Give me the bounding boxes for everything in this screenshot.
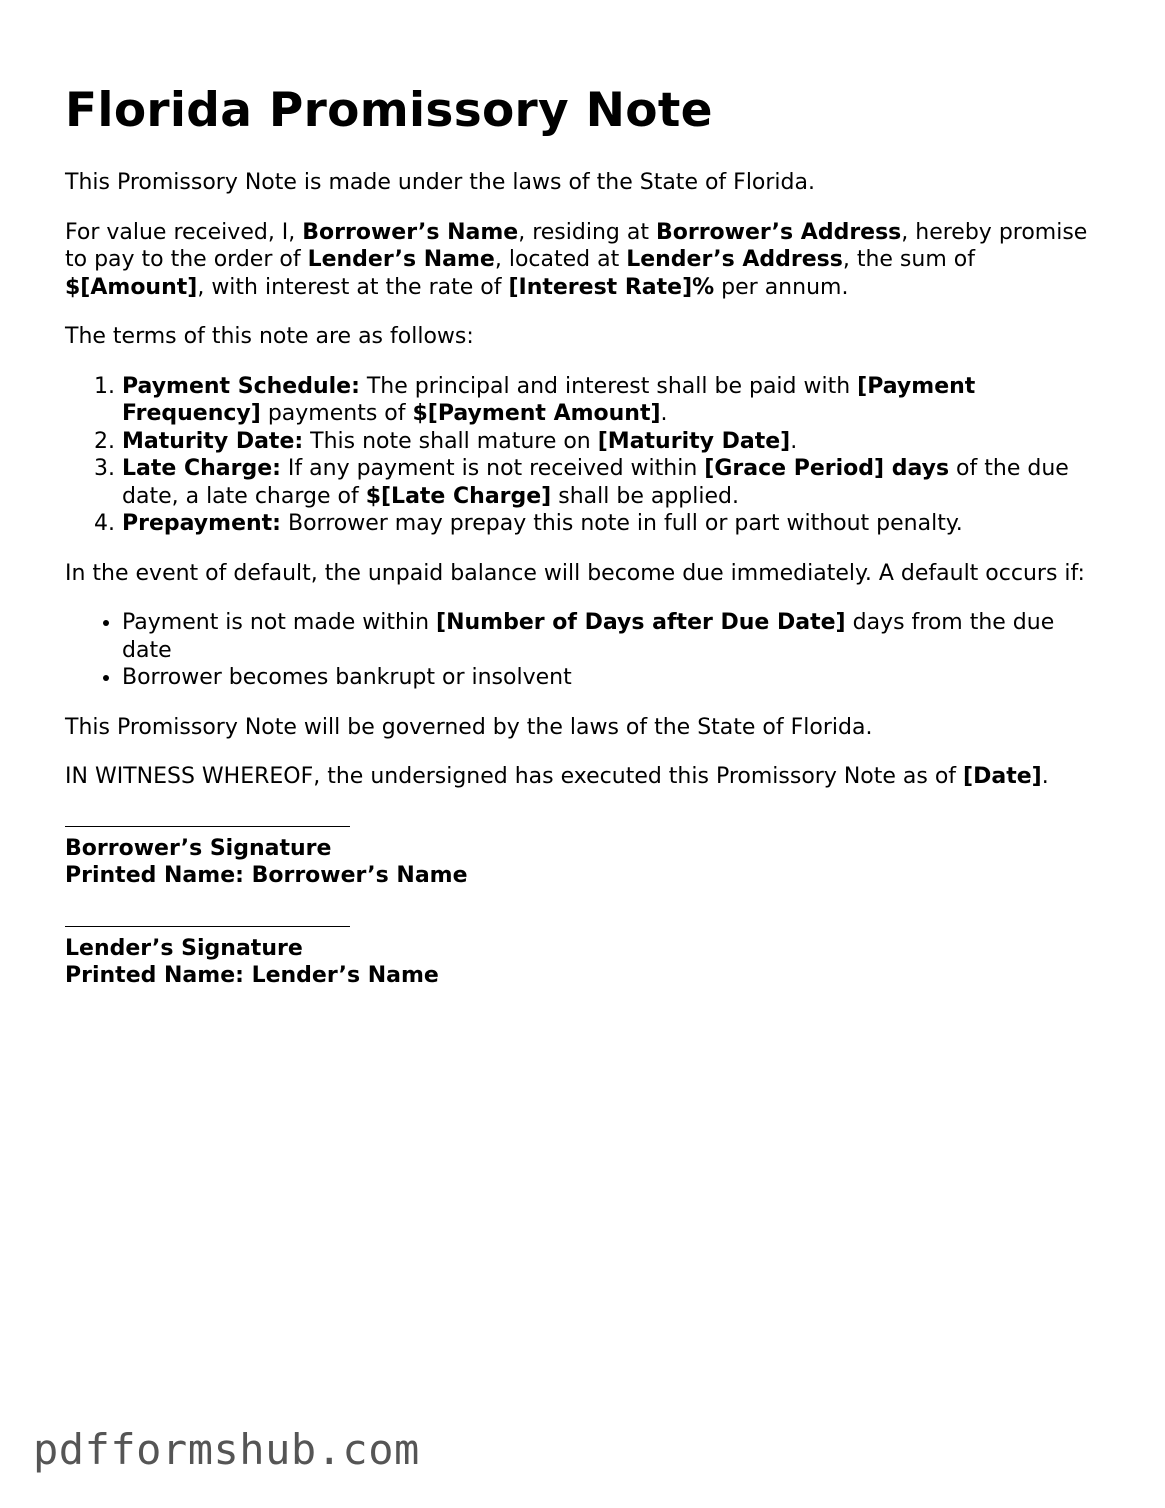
borrower-address-field: Borrower’s Address <box>655 219 902 245</box>
text: , with interest at the rate of <box>197 274 509 300</box>
late-charge-field: $[Late Charge] <box>365 483 552 509</box>
term-label: Prepayment: <box>122 511 281 536</box>
value-received-paragraph <box>65 219 1110 302</box>
text: of the due date, a late charge of <box>122 456 1069 509</box>
list-item <box>122 510 1110 538</box>
text: . <box>1041 764 1049 789</box>
term-label: Late Charge: <box>122 456 281 481</box>
printed-name: Printed Name: Borrower’s Name <box>65 863 468 888</box>
governing-law-paragraph: This Promissory Note will be governed by the laws of the State of Florida. <box>65 714 873 740</box>
term-label: Maturity Date: <box>122 428 304 454</box>
text: IN WITNESS WHEREOF, the undersigned has executed this Promissory Note as of <box>65 764 964 789</box>
text: , hereby promise to pay to the order of <box>65 219 1088 272</box>
text: days from the due date <box>122 610 1055 663</box>
text: . <box>790 428 798 454</box>
list-item <box>122 664 1110 692</box>
text: shall be applied. <box>551 483 739 509</box>
printed-name: Printed Name: Lender’s Name <box>65 963 439 988</box>
amount-field: $[Amount] <box>65 274 198 300</box>
date-field: [Date] <box>963 764 1042 789</box>
text: payments of <box>260 401 413 426</box>
text: This note shall mature on <box>303 428 598 454</box>
list-item <box>122 428 1110 456</box>
text: Borrower becomes bankrupt or insolvent <box>122 665 572 690</box>
interest-rate-field: [Interest Rate]% <box>508 274 715 300</box>
signature-line[interactable] <box>65 926 350 927</box>
text: . <box>660 401 668 426</box>
list-item <box>122 455 1110 510</box>
document-page <box>65 0 1110 990</box>
text: , located at <box>494 247 627 272</box>
signature-label: Lender’s Signature <box>65 935 303 961</box>
lender-signature-block <box>65 926 1110 990</box>
grace-period-field: [Grace Period] days <box>704 456 950 481</box>
payment-frequency-field: [Payment Frequency] <box>122 373 976 426</box>
borrower-name-field: Borrower’s Name <box>302 219 519 245</box>
borrower-signature-block <box>65 826 1110 890</box>
default-conditions-list <box>65 609 1110 692</box>
text: Payment is not made within <box>122 610 437 635</box>
document-title: Florida Promissory Note <box>65 83 713 138</box>
list-item <box>122 609 1110 664</box>
maturity-date-field: [Maturity Date] <box>597 428 791 454</box>
lender-name-field: Lender’s Name <box>307 247 495 272</box>
intro-paragraph: This Promissory Note is made under the laws of the State of Florida. <box>65 170 815 195</box>
signature-label: Borrower’s Signature <box>65 835 332 861</box>
list-item <box>122 373 1110 428</box>
text: If any payment is not received within <box>280 456 705 481</box>
text: Borrower may prepay this note in full or part without penalty. <box>280 511 963 536</box>
payment-amount-field: $[Payment Amount] <box>412 401 661 426</box>
signature-line[interactable] <box>65 826 350 827</box>
text: , the sum of <box>842 247 975 272</box>
term-label: Payment Schedule: <box>122 373 360 399</box>
terms-list <box>65 373 1110 538</box>
lender-address-field: Lender’s Address <box>626 247 843 272</box>
text: The principal and interest shall be paid with <box>359 373 858 399</box>
terms-intro: The terms of this note are as follows: <box>65 324 474 349</box>
text: , residing at <box>518 219 656 245</box>
default-intro: In the event of default, the unpaid balance will become due immediately. A default occurs if: <box>65 560 1085 586</box>
text: For value received, I, <box>65 219 303 245</box>
witness-paragraph <box>65 763 1110 791</box>
text: per annum. <box>714 274 849 300</box>
site-watermark: pdfformshub.com <box>33 1425 420 1474</box>
days-after-due-field: [Number of Days after Due Date] <box>436 610 846 635</box>
